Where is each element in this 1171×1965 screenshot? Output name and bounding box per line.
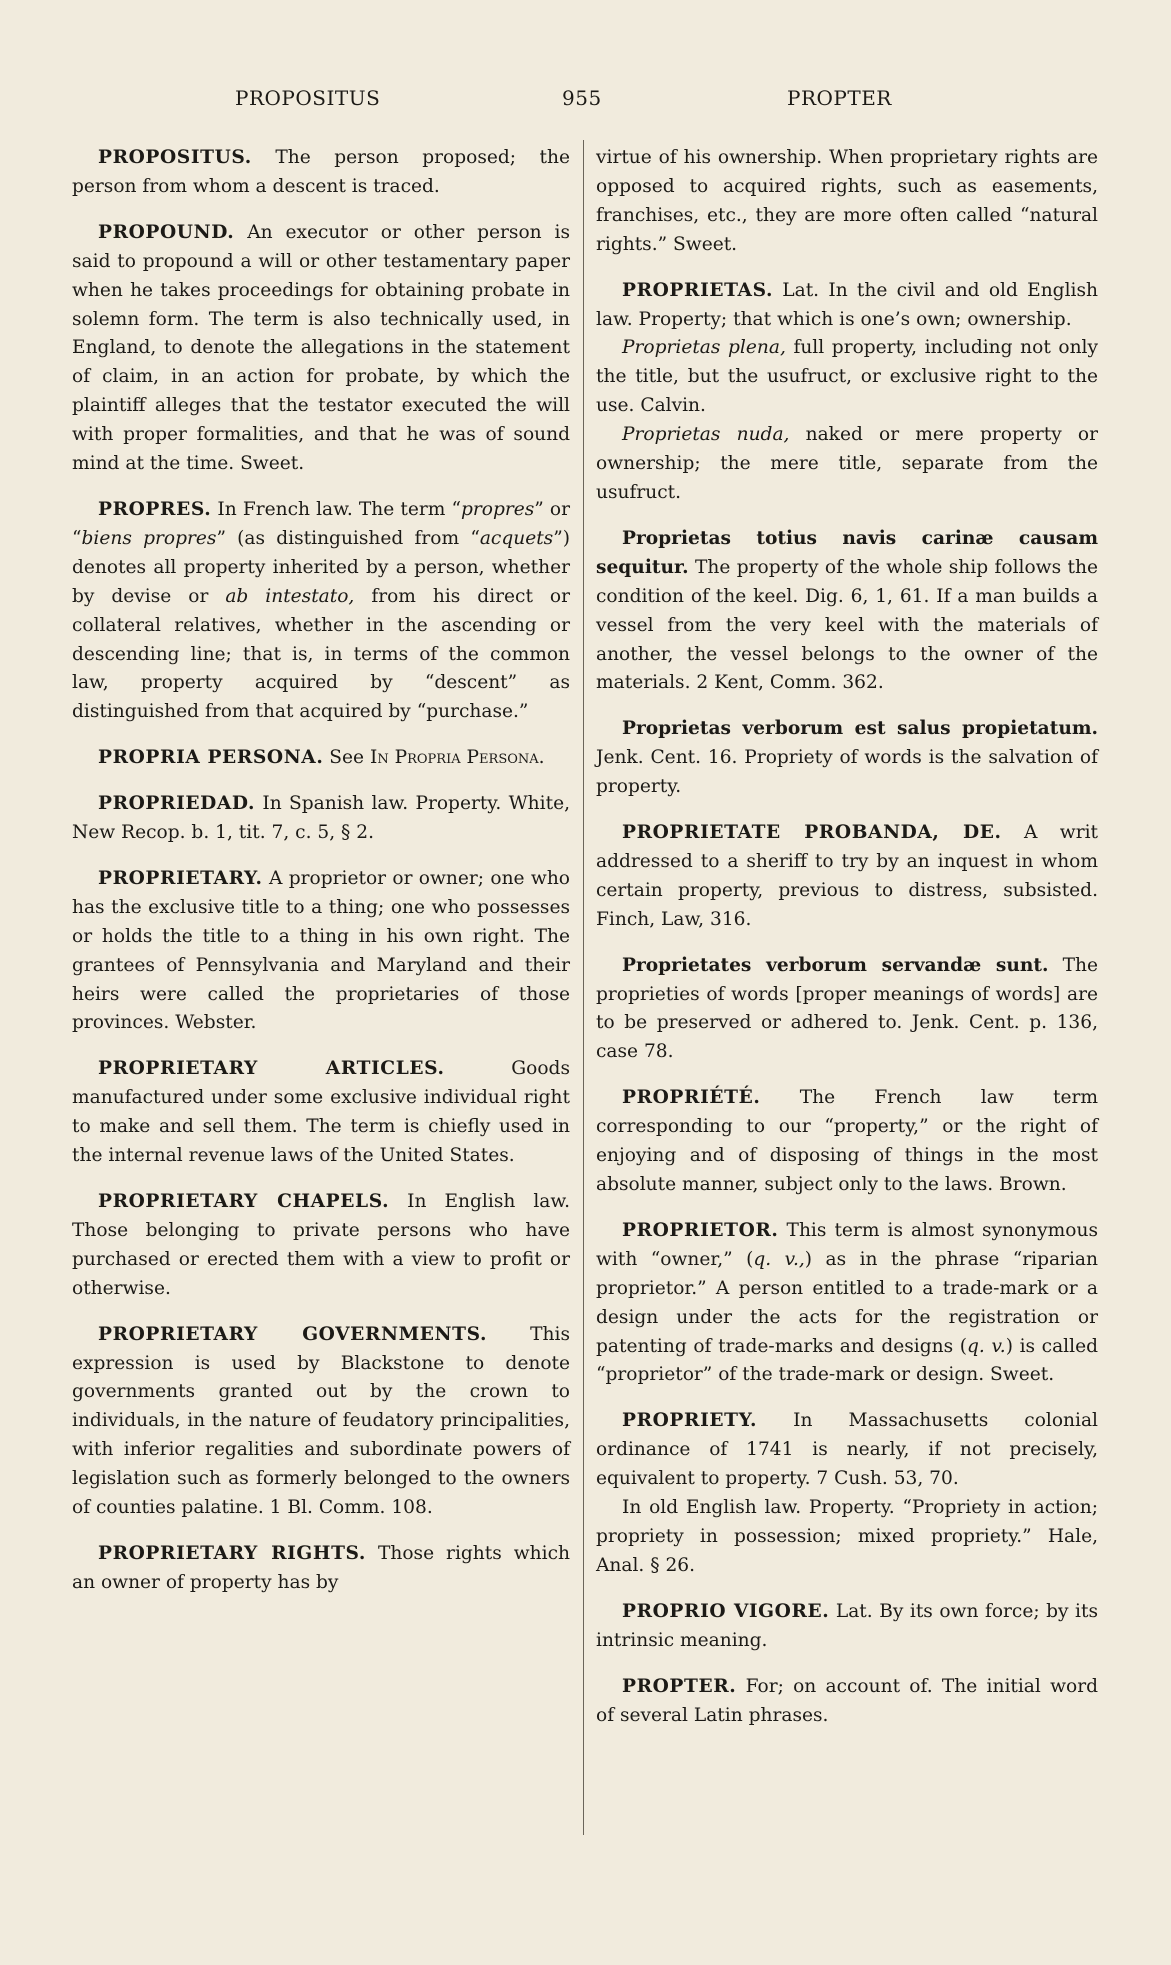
sub-term: Proprietas plena, <box>622 337 786 359</box>
entry-definition: Those rights which an owner of property has by <box>72 1542 570 1593</box>
entry-definition: A writ addressed to a sheriff to try by an inquest in whom certain property, previous to distress, subsisted. Finch, Law, 316. <box>596 822 1098 930</box>
entry-proprietate-probanda <box>596 819 1098 935</box>
entry-proprietary-governments <box>72 1321 570 1523</box>
entry-proprietary <box>72 865 570 1038</box>
entry-definition: In Massachusetts colonial ordinance of 1741 is nearly, if not precisely, equivalent to property. 7 Cush. 53, 70. <box>596 1410 1098 1490</box>
entry-definition: The proprieties of words [proper meanings of words] are to be preserved or adhered to. Jenk. Cent. p. 136, case 78. <box>596 954 1098 1063</box>
entry-definition: An executor or other person is said to propound a will or other testamentary paper when he takes proceedings for obtaining probate in solemn form. The term is also technically used, in England, to denote the allegations in the statement of claim, in an action for probate, by which the plaintiff alleges that the testator executed the will with proper formalities, and that he was of sound mind at the time. Sweet. <box>72 221 570 475</box>
entry-definition-part: from his direct or collateral relatives, whether in the ascending or descending line; that is, in terms of the common law, property acquired by “descent” as distinguished from that acquired by “purchase.” <box>72 585 570 723</box>
entry-maxim-servandae <box>596 952 1098 1068</box>
entry-definition-part: In French law. The term “ <box>211 498 461 520</box>
entry-definition: The property of the whole ship follows the condition of the keel. Dig. 6, 1, 61. If a man builds a vessel from the very keel with the materials of another, the vessel belongs to the owner of the materials. 2 Kent, Comm. 362. <box>596 556 1098 694</box>
entry-proprietary-rights <box>72 1540 570 1598</box>
sub-definition: naked or mere property or ownership; the mere title, separate from the usufruct. <box>596 424 1098 503</box>
italic-term: ab intestato, <box>225 585 355 607</box>
right-column <box>596 144 1098 1747</box>
sub-term: Proprietas nuda, <box>622 424 790 446</box>
entry-proprietary-articles <box>72 1055 570 1171</box>
entry-definition-part: See <box>323 747 370 769</box>
column-divider <box>583 140 584 1835</box>
italic-reference: q. v., <box>753 1248 805 1270</box>
entry-definition-part: ” (as distinguished from “ <box>216 527 480 549</box>
continued-definition: virtue of his ownership. When proprietary rights are opposed to acquired rights, such as easements, franchises, etc., they are more often called “natural rights.” Sweet. <box>596 147 1098 255</box>
entry-propound <box>72 219 570 479</box>
cross-reference: In Propria Persona <box>369 747 539 769</box>
entry-definition-part: This term is almost synonymous with “owner,” ( <box>596 1219 1098 1270</box>
entry-proprietas <box>596 277 1098 508</box>
entry-definition: The person proposed; the person from whom a descent is traced. <box>72 147 570 197</box>
italic-reference: q. v. <box>967 1335 1006 1357</box>
entry-propres <box>72 496 570 727</box>
entry-definition: For; on account of. The initial word of several Latin phrases. <box>596 1675 1098 1726</box>
entry-term: PROPRIA PERSONA. <box>98 747 324 769</box>
entry-term: PROPRIO VIGORE. <box>622 1600 830 1622</box>
header-left-guide-word: PROPOSITUS <box>235 86 381 110</box>
italic-term: propres <box>460 498 535 520</box>
entry-term: PROPRIETAS. <box>622 279 774 301</box>
entry-term: PROPRIETOR. <box>622 1219 779 1241</box>
entry-term: PROPRES. <box>98 498 212 520</box>
italic-term: biens propres <box>81 527 217 549</box>
entry-propria-persona <box>72 744 570 773</box>
entry-term: PROPRIETARY. <box>98 867 263 889</box>
maxim-heading: Proprietates verborum servandæ sunt. <box>622 954 1049 976</box>
italic-term: acquets <box>479 527 554 549</box>
entry-propriete <box>596 1084 1098 1200</box>
entry-definition: Goods manufactured under some exclusive individual right to make and sell them. The term is chiefly used in the internal revenue laws of the United States. <box>72 1058 570 1167</box>
maxim-heading: Proprietas totius navis carinæ causam sequitur. <box>596 527 1098 578</box>
entry-maxim-verborum <box>596 715 1098 802</box>
entry-term: PROPRIETARY ARTICLES. <box>98 1058 445 1080</box>
entry-definition-part: ) as in the phrase “riparian proprietor.” A person entitled to a trade-mark or a design under the acts for the registration or patenting of trade-marks and designs ( <box>596 1248 1098 1357</box>
entry-definition-part: ”) denotes all property inherited by a person, whether by devise or <box>72 527 570 607</box>
entry-propositus <box>72 144 570 202</box>
entry-definition: The French law term corresponding to our “property,” or the right of enjoying and of disposing of things in the most absolute manner, subject only to the laws. Brown. <box>596 1087 1098 1195</box>
entry-definition: Lat. In the civil and old English law. Property; that which is one’s own; ownership. <box>596 279 1098 330</box>
entry-term: PROPRIETY. <box>622 1410 758 1432</box>
entry-propriedad <box>72 790 570 848</box>
entry-proprio-vigore <box>596 1598 1098 1656</box>
page-number: 955 <box>562 86 602 110</box>
entry-term: PROPOUND. <box>98 221 235 243</box>
entry-definition-part: ” or “ <box>72 498 570 549</box>
entry-maxim-totius <box>596 525 1098 698</box>
entry-definition-part: . <box>538 747 545 769</box>
maxim-heading: Proprietas verborum est salus propietatum. <box>622 718 1098 740</box>
entry-definition-part: ) is called “proprietor” of the trade-mark or design. Sweet. <box>596 1335 1098 1386</box>
left-column <box>72 144 570 1615</box>
entry-term: PROPTER. <box>622 1675 737 1697</box>
entry-definition: Lat. By its own force; by its intrinsic meaning. <box>596 1600 1098 1651</box>
entry-definition: Jenk. Cent. 16. Propriety of words is the salvation of property. <box>596 747 1098 798</box>
entry-proprietor <box>596 1217 1098 1390</box>
entry-term: PROPOSITUS. <box>98 147 252 168</box>
entry-definition: A proprietor or owner; one who has the exclusive title to a thing; one who possesses or holds the title to a thing in his own right. The grantees of Pennsylvania and Maryland and their heirs were called the proprietaries of those provinces. Webster. <box>72 867 570 1034</box>
sub-definition: full property, including not only the title, but the usufruct, or exclusive right to the use. Calvin. <box>596 337 1099 417</box>
running-header <box>70 86 1110 120</box>
entry-term: PROPRIÉTÉ. <box>622 1087 761 1109</box>
entry-definition: In Spanish law. Property. White, New Recop. b. 1, tit. 7, c. 5, § 2. <box>72 793 570 844</box>
entry-propriety <box>596 1407 1098 1580</box>
entry-term: PROPRIETARY CHAPELS. <box>98 1191 390 1212</box>
entry-proprietary-chapels <box>72 1188 570 1304</box>
entry-definition: This expression is used by Blackstone to denote governments granted out by the crown to individuals, in the nature of feudatory principalities, with inferior regalities and subordinate powers of legislation such as formerly belonged to the owners of counties palatine. 1 Bl. Comm. 108. <box>72 1323 570 1519</box>
entry-term: PROPRIEDAD. <box>98 793 256 815</box>
entry-propter <box>596 1673 1098 1731</box>
header-right-guide-word: PROPTER <box>787 86 892 110</box>
entry-definition-second-sense: In old English law. Property. “Propriety in action; propriety in possession; mixed propriety.” Hale, Anal. § 26. <box>596 1497 1098 1576</box>
entry-definition: In English law. Those belonging to private persons who have purchased or erected them with a view to profit or otherwise. <box>72 1191 570 1299</box>
entry-term: PROPRIETATE PROBANDA, DE. <box>622 822 1002 844</box>
entry-term: PROPRIETARY RIGHTS. <box>98 1542 366 1564</box>
entry-continuation <box>596 144 1098 260</box>
entry-term: PROPRIETARY GOVERNMENTS. <box>98 1323 488 1345</box>
